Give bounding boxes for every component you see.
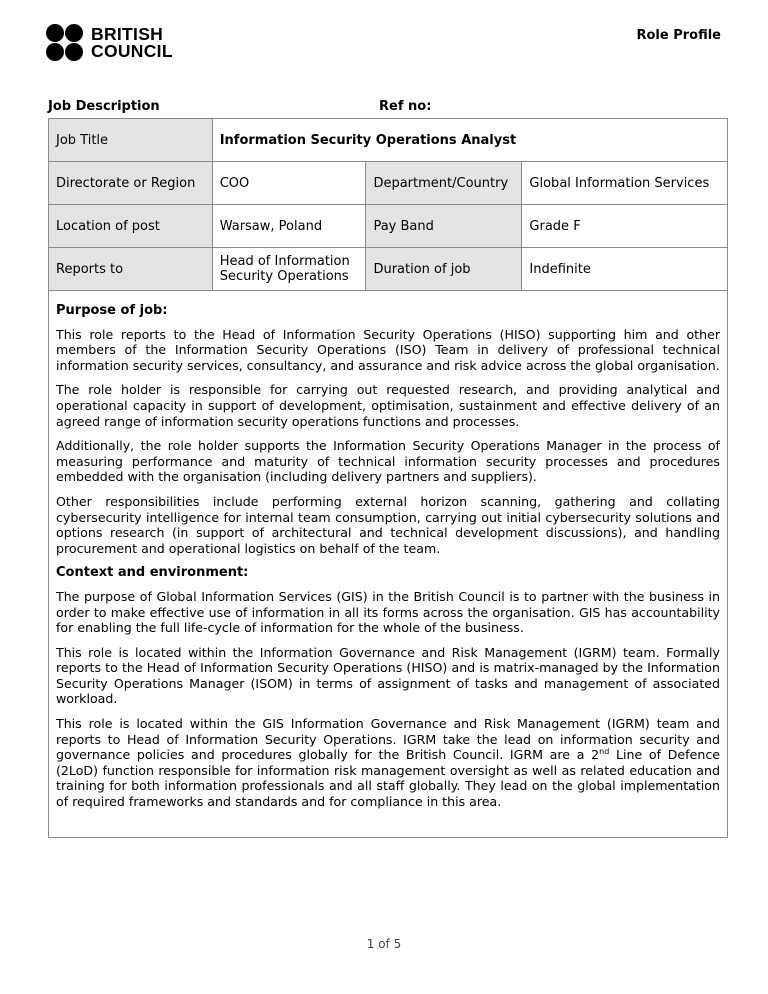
location-value: Warsaw, Poland: [212, 205, 366, 248]
logo-wordmark: [91, 23, 173, 61]
table-row: [49, 205, 728, 248]
ref-number-label: Ref no:: [379, 99, 432, 114]
logo-line-2: COUNCIL: [91, 40, 173, 61]
department-label: Department/Country: [366, 162, 522, 205]
context-heading: Context and environment:: [56, 565, 249, 581]
logo-dots-icon: [46, 24, 83, 61]
purpose-paragraph-1: This role reports to the Head of Information Security Operations (HISO) supporting him and other members of the Information Security Operations (ISO) Team in delivery of professional technical information security services, consultancy, and assurance and risk advice across the global organisation.: [56, 326, 720, 373]
job-content-section: [48, 291, 728, 838]
department-value: Global Information Services: [522, 162, 728, 205]
duration-value: Indefinite: [522, 248, 728, 291]
purpose-paragraph-4: Other responsibilities include performing external horizon scanning, gathering and collating cybersecurity intelligence for internal team consumption, carrying out initial cybersecurity solutions and options research (in support of architectural and technical development discussions), and handling procurement and operational logistics on behalf of the team.: [56, 493, 720, 556]
context-paragraph-2: This role is located within the Information Governance and Risk Management (IGRM) team. Formally reports to the Head of Information Security Operations (HISO) and is matrix-managed by the Information Security Operations Manager (ISOM) in terms of assignment of tasks and management of associated workload.: [56, 644, 720, 707]
reports-to-value: Head of Information Security Operations: [212, 248, 366, 291]
purpose-paragraph-2: The role holder is responsible for carrying out requested research, and providing analytical and operational capacity in support of development, optimisation, sustainment and effective delivery of an agreed range of information security operations functions and processes.: [56, 382, 720, 429]
page-number: 1 of 5: [366, 937, 402, 951]
job-title-label: Job Title: [49, 119, 213, 162]
location-label: Location of post: [49, 205, 213, 248]
job-description-label: Job Description: [48, 99, 160, 114]
job-description-header: [48, 99, 728, 117]
context-paragraph-1: The purpose of Global Information Services (GIS) in the British Council is to partner with the business in order to make effective use of information in all its forms across the organisation. GIS has accountability for enabling the full life-cycle of information for the whole of the business.: [56, 588, 720, 636]
table-row: [49, 119, 728, 162]
context-p3-text-b: Line of Defence (2LoD) function responsible for information risk management oversight as well as related education and training for both information professionals and all staff globally. They lead on the global implementation of required frameworks and standards and for compliance in this area.: [56, 747, 720, 810]
british-council-logo: [46, 24, 173, 61]
purpose-heading: Purpose of job:: [56, 303, 168, 318]
document-type: Role Profile: [636, 28, 721, 43]
purpose-paragraph-3: Additionally, the role holder supports the Information Security Operations Manager in the process of measuring performance and maturity of technical information security processes and procedures embedded with the organisation (including delivery partners and suppliers).: [56, 438, 720, 485]
job-info-table: [48, 118, 728, 291]
table-row: [49, 248, 728, 291]
context-p3-text-a: This role is located within the GIS Information Governance and Risk Management (IGRM) team and reports to Head of Information Security Operations. IGRM take the lead on information security and governance policies and procedures globally for the British Council. IGRM are a 2: [56, 716, 720, 763]
payband-label: Pay Band: [366, 205, 522, 248]
directorate-value: COO: [212, 162, 366, 205]
context-paragraph-3: [56, 716, 720, 810]
directorate-label: Directorate or Region: [49, 162, 213, 205]
context-p3-superscript: nd: [599, 747, 610, 757]
job-title-value: Information Security Operations Analyst: [212, 119, 727, 162]
payband-value: Grade F: [522, 205, 728, 248]
reports-to-label: Reports to: [49, 248, 213, 291]
table-row: [49, 162, 728, 205]
duration-label: Duration of job: [366, 248, 522, 291]
logo-line-1: BRITISH: [91, 23, 164, 44]
